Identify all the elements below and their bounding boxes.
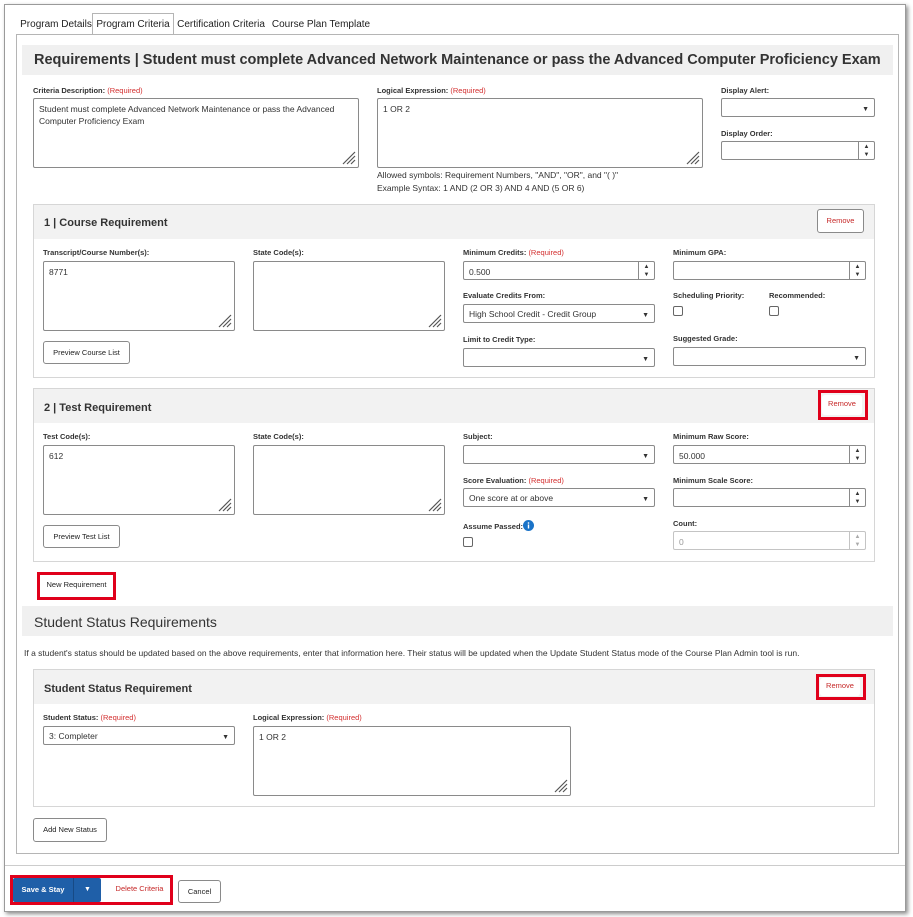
chevron-down-icon: ▼ [642,355,649,363]
resize-grip-icon[interactable] [216,312,232,328]
chevron-down-icon: ▼ [222,733,229,741]
spinner-arrows-icon[interactable]: ▲ ▼ [849,262,865,279]
info-icon[interactable] [523,520,534,531]
caret-down-icon: ▼ [84,886,91,893]
criteria-description-field[interactable] [33,98,359,168]
min-raw-score-value: 50.000 [679,451,705,461]
cancel-button[interactable]: Cancel [178,880,221,903]
resize-grip-icon[interactable] [426,312,442,328]
scheduling-priority-checkbox[interactable] [673,306,683,316]
chevron-down-icon: ▼ [642,495,649,503]
count-stepper[interactable] [673,531,866,550]
card-header [34,389,874,423]
highlight-box [818,390,868,420]
remove-test-requirement-button[interactable]: Remove [822,395,862,415]
example-syntax-text: Example Syntax: 1 AND (2 OR 3) AND 4 AND (5 OR 6) [377,183,585,193]
test-requirement-card [33,388,875,562]
tab-program-criteria[interactable] [92,13,174,35]
remove-course-requirement-button[interactable]: Remove [817,209,864,233]
tab-certification-criteria[interactable] [175,13,267,35]
highlight-box [37,572,116,600]
highlight-box [816,674,866,700]
spinner-arrows-icon[interactable]: ▲ ▼ [858,142,874,159]
min-scale-score-stepper[interactable] [673,488,866,507]
display-alert-label: Display Alert: [721,86,770,95]
course-requirement-title: 1 | Course Requirement [44,217,168,229]
scheduling-priority-label: Scheduling Priority: [673,291,745,300]
suggested-grade-label: Suggested Grade: [673,334,738,343]
test-state-code-label: State Code(s): [253,432,304,441]
count-label: Count: [673,519,698,528]
chevron-down-icon: ▼ [853,354,860,362]
evaluate-credits-select[interactable] [463,304,655,323]
display-order-label: Display Order: [721,129,773,138]
tab-label: Course Plan Template [271,19,371,30]
add-new-status-button[interactable]: Add New Status [33,818,107,842]
min-gpa-label: Minimum GPA: [673,248,727,257]
tab-label: Program Criteria [96,19,170,30]
logical-expression-field[interactable] [377,98,703,168]
course-requirement-card [33,204,875,378]
tab-course-plan-template[interactable] [269,13,373,35]
recommended-label: Recommended: [769,291,826,300]
status-logical-expression-label: Logical Expression: (Required) [253,713,362,722]
spinner-arrows-icon[interactable]: ▲ ▼ [849,489,865,506]
min-gpa-stepper[interactable] [673,261,866,280]
student-status-card [33,669,875,807]
limit-credit-type-select[interactable] [463,348,655,367]
criteria-panel [16,34,899,854]
test-code-value: 612 [49,451,64,461]
new-requirement-button[interactable]: New Requirement [39,574,114,598]
spinner-arrows-icon[interactable]: ▲ ▼ [849,532,865,549]
assume-passed-label: Assume Passed: [463,522,524,531]
chevron-down-icon: ▼ [862,105,869,113]
requirements-title: Requirements | Student must complete Advanced Network Maintenance or pass the Advanced Computer Proficiency Exam [34,52,881,68]
state-code-field[interactable] [253,261,445,331]
remove-status-requirement-button[interactable]: Remove [820,678,860,696]
status-logical-expression-field[interactable] [253,726,571,796]
transcript-field[interactable] [43,261,235,331]
display-order-stepper[interactable] [721,141,875,160]
save-and-stay-button[interactable]: Save & Stay [13,878,73,902]
student-status-select[interactable] [43,726,235,745]
resize-grip-icon[interactable] [552,777,568,793]
criteria-description-label: Criteria Description: (Required) [33,86,143,95]
preview-course-list-button[interactable]: Preview Course List [43,341,130,364]
student-status-label: Student Status: (Required) [43,713,136,722]
resize-grip-icon[interactable] [684,149,700,165]
spinner-arrows-icon[interactable]: ▲ ▼ [638,262,654,279]
logical-expression-label: Logical Expression: (Required) [377,86,486,95]
test-state-code-field[interactable] [253,445,445,515]
status-logical-expression-value: 1 OR 2 [259,732,286,742]
score-evaluation-value: One score at or above [469,493,554,503]
evaluate-credits-value: High School Credit - Credit Group [469,309,597,319]
score-evaluation-label: Score Evaluation: (Required) [463,476,564,485]
student-status-value: 3: Completer [49,731,98,741]
min-scale-score-label: Minimum Scale Score: [673,476,754,485]
criteria-description-text: Student must complete Advanced Network Maintenance or pass the Advanced Computer Proficiency Exam [39,104,335,126]
limit-credit-type-label: Limit to Credit Type: [463,335,536,344]
test-code-field[interactable] [43,445,235,515]
spinner-arrows-icon[interactable]: ▲ ▼ [849,446,865,463]
resize-grip-icon[interactable] [340,149,356,165]
student-status-card-title: Student Status Requirement [44,683,192,695]
recommended-checkbox[interactable] [769,306,779,316]
allowed-symbols-text: Allowed symbols: Requirement Numbers, "AND", "OR", and "( )" [377,170,619,180]
evaluate-credits-label: Evaluate Credits From: [463,291,546,300]
student-status-info: If a student's status should be updated based on the above requirements, enter that information here. Their status will be updated when the Update Student Status mode of the Course Plan Admin tool is run. [24,648,800,658]
test-requirement-title: 2 | Test Requirement [44,402,152,414]
transcript-label: Transcript/Course Number(s): [43,248,150,257]
student-status-title: Student Status Requirements [34,614,217,630]
tab-program-details[interactable] [13,13,99,35]
action-bar [5,865,905,911]
window-frame [4,4,906,912]
state-code-label: State Code(s): [253,248,304,257]
min-raw-score-stepper[interactable] [673,445,866,464]
min-credits-label: Minimum Credits: (Required) [463,248,564,257]
resize-grip-icon[interactable] [426,496,442,512]
subject-label: Subject: [463,432,493,441]
test-code-label: Test Code(s): [43,432,91,441]
delete-criteria-button[interactable]: Delete Criteria [109,879,170,901]
min-credits-stepper[interactable] [463,261,655,280]
min-credits-value: 0.500 [469,267,491,277]
resize-grip-icon[interactable] [216,496,232,512]
logical-expression-text: 1 OR 2 [383,104,410,114]
suggested-grade-select[interactable] [673,347,866,366]
transcript-value: 8771 [49,267,68,277]
chevron-down-icon: ▼ [642,452,649,460]
display-alert-select[interactable] [721,98,875,117]
chevron-down-icon: ▼ [642,311,649,319]
tab-label: Certification Criteria [177,19,265,30]
subject-select[interactable] [463,445,655,464]
highlight-box [10,875,173,905]
min-raw-score-label: Minimum Raw Score: [673,432,749,441]
count-value: 0 [679,537,684,547]
assume-passed-checkbox[interactable] [463,537,473,547]
tab-label: Program Details [20,19,92,30]
preview-test-list-button[interactable]: Preview Test List [43,525,120,548]
score-evaluation-select[interactable] [463,488,655,507]
